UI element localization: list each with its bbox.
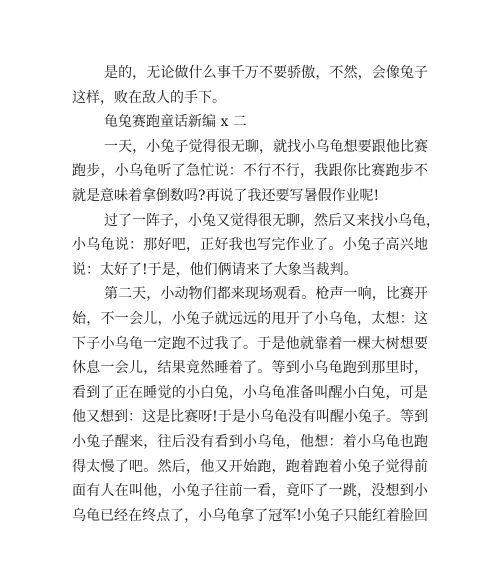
paragraph-later	[72, 209, 440, 283]
heading-line: 龟兔赛跑童话新编 x 二	[104, 114, 247, 131]
text-line: 过了一阵子，小兔又觉得很无聊，然后又来找小乌龟，	[104, 212, 440, 229]
text-line: 跑步，小乌龟听了急忙说：不行不行，我跟你比赛跑步不	[72, 163, 428, 180]
text-line: 这样，败在敌人的手下。	[72, 89, 226, 106]
text-line: 看到了正在睡觉的小白兔，小乌龟准备叫醒小白兔，可是	[72, 384, 428, 401]
paragraph-moral	[72, 61, 428, 110]
text-line: 说：太好了!于是，他们俩请来了大象当裁判。	[72, 261, 358, 278]
text-line: 得太慢了吧。然后，他又开始跑，跑着跑着小兔子觉得前	[72, 458, 428, 475]
text-line: 始，不一会儿，小兔子就远远的甩开了小乌龟，太想：这	[72, 310, 428, 327]
document-body	[72, 61, 440, 528]
section-heading	[72, 110, 428, 135]
text-line: 休息一会儿，结果竟然睡着了。等到小乌龟跑到那里时，	[72, 360, 428, 377]
text-line: 是的，无论做什么事千万不要骄傲，不然，会像兔子	[104, 65, 428, 81]
paragraph-first-day	[72, 135, 428, 209]
text-line: 他又想到：这是比赛呀!于是小乌龟没有叫醒小兔子。等到	[72, 409, 428, 426]
text-line: 乌龟已经在终点了，小乌龟拿了冠军!小兔子只能红着脸回	[72, 507, 428, 524]
text-line: 第二天，小动物们都来现场观看。枪声一响，比赛开	[104, 286, 428, 303]
text-line: 一天，小兔子觉得很无聊，就找小乌龟想要跟他比赛	[104, 138, 428, 155]
paragraph-race-day	[72, 282, 428, 528]
text-line: 小乌龟说：那好吧，正好我也写完作业了。小兔子高兴地	[72, 237, 428, 254]
text-line: 小兔子醒来，往后没有看到小乌龟，他想：着小乌龟也跑	[72, 433, 428, 450]
text-line: 面有人在叫他，小兔子往前一看，竟吓了一跳，没想到小	[72, 483, 428, 500]
text-line: 就是意味着拿倒数吗?再说了我还要写暑假作业呢!	[72, 187, 380, 204]
text-line: 下子小乌龟一定跑不过我了。于是他就靠着一棵大树想要	[72, 335, 428, 352]
